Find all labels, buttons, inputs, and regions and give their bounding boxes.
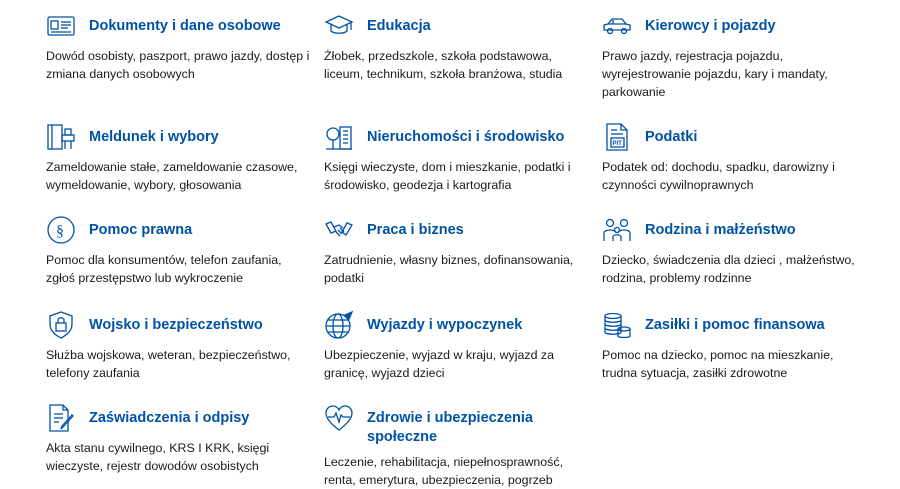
tile-desc-praca: Zatrudnienie, własny biznes, dofinansowania, podatki [324,253,574,285]
car-icon [602,11,632,41]
tile-title-zdrowie[interactable]: Zdrowie i ubezpieczenia społeczne [367,410,533,445]
coins-icon [602,310,632,340]
tile-desc-zaswiadczenia: Akta stanu cywilnego, KRS I KRK, księgi wieczyste, rejestr dowodów osobistych [46,441,270,473]
tile-title-zaswiadczenia[interactable]: Zaświadczenia i odpisy [89,410,250,426]
tile-wyjazdy [324,310,589,382]
heart-pulse-icon [324,403,354,433]
tile-desc-edukacja: Żłobek, przedszkole, szkoła podstawowa, liceum, technikum, szkoła branżowa, studia [324,49,563,81]
tile-desc-nieruchomosci: Księgi wieczyste, dom i mieszkanie, podatki i środowisko, geodezja i kartografia [324,160,571,192]
tile-desc-kierowcy: Prawo jazdy, rejestracja pojazdu, wyrejestrowanie pojazdu, kary i mandaty, parkowanie [602,49,828,99]
svg-text:§: § [56,223,64,240]
shield-lock-icon [46,310,76,340]
tile-title-meldunek[interactable]: Meldunek i wybory [89,129,219,145]
tile-wojsko [46,310,311,382]
globe-plane-icon [324,310,354,340]
id-card-icon [46,11,76,41]
tile-desc-pomoc-prawna: Pomoc dla konsumentów, telefon zaufania, zgłoś przestępstwo lub wykroczenie [46,253,282,285]
tile-nieruchomosci [324,122,589,194]
tile-title-wojsko[interactable]: Wojsko i bezpieczeństwo [89,317,263,333]
voting-booth-icon [46,122,76,152]
tile-podatki [602,122,867,194]
tile-title-kierowcy[interactable]: Kierowcy i pojazdy [645,18,776,34]
svg-text:PIT: PIT [612,141,622,147]
tile-zaswiadczenia [46,403,311,475]
tile-edukacja [324,11,589,83]
tile-title-wyjazdy[interactable]: Wyjazdy i wypoczynek [367,317,523,333]
tile-desc-wojsko: Służba wojskowa, weteran, bezpieczeństwo, telefony zaufania [46,348,291,380]
tile-title-pomoc-prawna[interactable]: Pomoc prawna [89,222,193,238]
tile-praca [324,215,589,287]
tile-desc-dokumenty: Dowód osobisty, paszport, prawo jazdy, dostęp i zmiana danych osobowych [46,49,310,81]
tile-title-edukacja[interactable]: Edukacja [367,18,431,34]
pit-document-icon [602,122,632,152]
tile-zasilki [602,310,867,382]
tile-pomoc-prawna [46,215,311,287]
tile-zdrowie [324,403,589,489]
tile-kierowcy [602,11,867,101]
family-icon [602,215,632,245]
tile-title-podatki[interactable]: Podatki [645,129,698,145]
tile-desc-wyjazdy: Ubezpieczenie, wyjazd w kraju, wyjazd za granicę, wyjazd dzieci [324,348,555,380]
tile-rodzina [602,215,867,287]
building-tree-icon [324,122,354,152]
tile-desc-zdrowie: Leczenie, rehabilitacja, niepełnosprawność, renta, emerytura, ubezpieczenia, pogrzeb [324,455,564,487]
tile-meldunek [46,122,311,194]
tile-desc-meldunek: Zameldowanie stałe, zameldowanie czasowe, wymeldowanie, wybory, głosowania [46,160,298,192]
tile-title-dokumenty[interactable]: Dokumenty i dane osobowe [89,18,281,34]
paragraph-icon [46,215,76,245]
tile-title-praca[interactable]: Praca i biznes [367,222,464,238]
certificate-pen-icon [46,403,76,433]
tile-title-rodzina[interactable]: Rodzina i małżeństwo [645,222,796,238]
tile-desc-podatki: Podatek od: dochodu, spadku, darowizny i czynności cywilnoprawnych [602,160,835,192]
tile-desc-rodzina: Dziecko, świadczenia dla dzieci , małżeństwo, rodzina, problemy rodzinne [602,253,855,285]
tile-title-nieruchomosci[interactable]: Nieruchomości i środowisko [367,129,565,145]
handshake-icon [324,215,354,245]
tile-desc-zasilki: Pomoc na dziecko, pomoc na mieszkanie, trudna sytuacja, zasiłki zdrowotne [602,348,834,380]
tile-title-zasilki[interactable]: Zasiłki i pomoc finansowa [645,317,825,333]
tile-dokumenty [46,11,311,83]
graduation-cap-icon [324,11,354,41]
